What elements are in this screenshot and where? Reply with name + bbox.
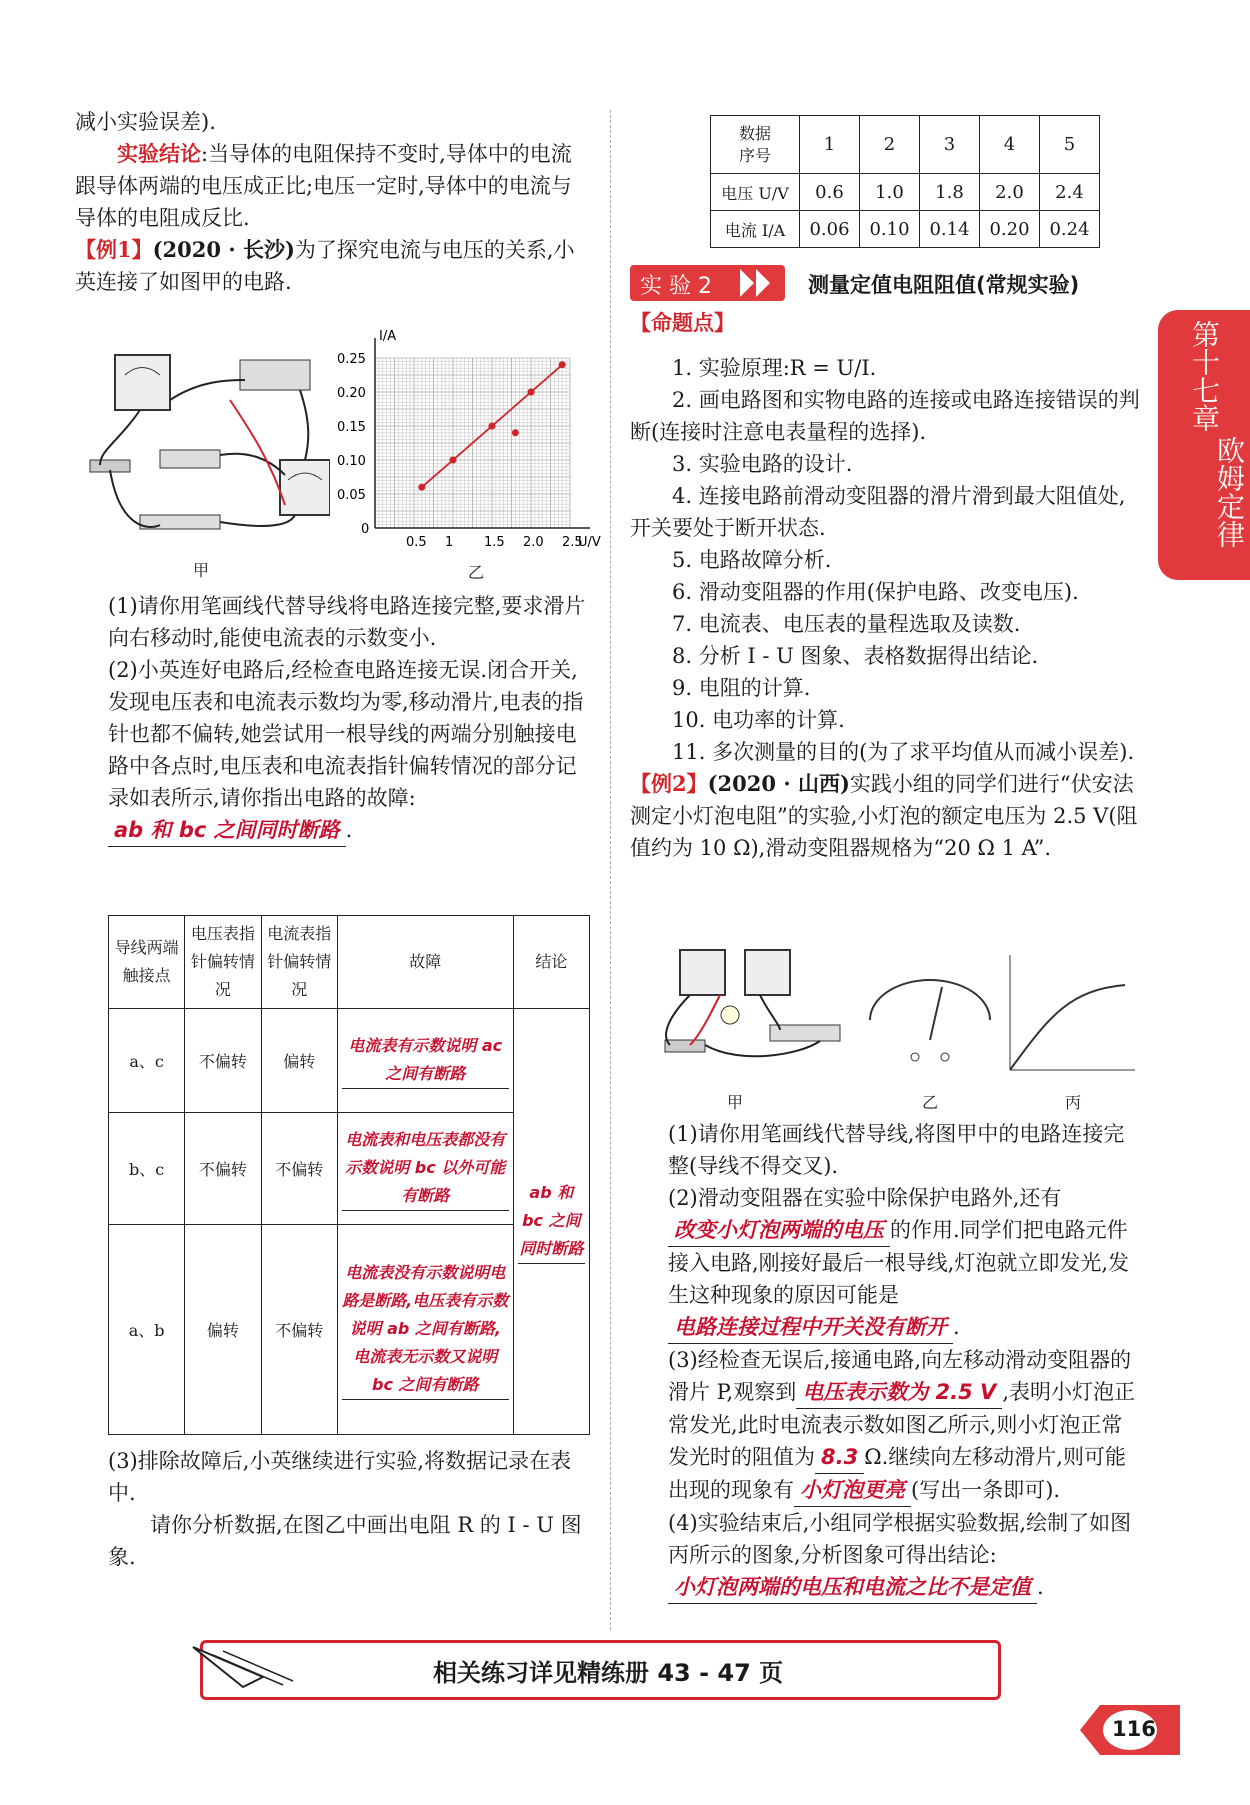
example2-label: 【例2】: [630, 771, 708, 796]
voltmeter-state: 不偏转: [185, 1009, 261, 1113]
x-tick-label: 2.0: [523, 535, 544, 550]
pencil-icon: [183, 1637, 333, 1697]
ex2-q3-unit: Ω.: [864, 1445, 889, 1469]
list-item: 7. 电流表、电压表的量程选取及读数.: [672, 612, 1021, 636]
y-tick-label: 0: [361, 522, 370, 537]
iu-chart-yi: [330, 328, 610, 550]
y-tick-label: 0.10: [337, 454, 366, 469]
y-tick-label: 0.20: [337, 386, 366, 401]
ammeter-state: 偏转: [261, 1009, 337, 1113]
ex2-q2-mid: 的作用.同学们把电路元件接入电路,刚接好最后一根导线,灯泡就立即发光,发生这种现象的原因可能是: [668, 1218, 1130, 1307]
ex2-q3-post: 继续向左移动滑片,则可能出现的现象有: [668, 1445, 1126, 1502]
figure-label-yi: 乙: [922, 1093, 939, 1112]
list-item: 4. 连接电路前滑动变阻器的滑片滑到最大阻值处,开关要处于断开状态.: [630, 484, 1126, 540]
ex2-q3-answer-1: 电压表示数为 2.5 V: [796, 1376, 1002, 1409]
question-2: (2)小英连好电路后,经检查电路连接无误.闭合开关,发现电压表和电流表示数均为零,移动滑片,电表的指针也都不偏转,她尝试用一根导线的两端分别触接电路中各点时,电压表和电流表指针偏转情况的部分记录如表所示,请你指出电路的故障:ab 和 bc 之间同时断路 .: [108, 654, 590, 847]
banner-label: 实 验 2: [640, 274, 712, 299]
example2-text: 实践小组的同学们进行“伏安法测定小灯泡电阻”的实验,小灯泡的额定电压为 2.5 V(阻值约为 10 Ω),滑动变阻器规格为“20 Ω 1 A”.: [630, 772, 1138, 860]
ex2-q3-mid: ,表明小灯泡正常发光,此时电流表示数如图乙所示,则小灯泡正常发光时的阻值为: [668, 1380, 1135, 1469]
voltage-cell: 1.8: [920, 174, 980, 211]
index-cell: 5: [1040, 116, 1100, 174]
y-tick-label: 0.15: [337, 420, 366, 435]
voltage-cell: 2.0: [980, 174, 1040, 211]
current-cell: 0.10: [860, 211, 920, 248]
fault-table-header: 导线两端触接点: [109, 916, 185, 1009]
figure-yi-label: 乙: [468, 563, 485, 582]
row-label: 电压 U/V: [711, 174, 800, 211]
index-cell: 3: [920, 116, 980, 174]
chapter-side-tab: [1158, 310, 1250, 580]
ex2-question-4: (4)实验结束后,小组同学根据实验数据,绘制了如图丙所示的图象,分析图象可得出结论:小灯泡两端的电压和电流之比不是定值 .: [668, 1507, 1142, 1604]
index-cell: 1: [800, 116, 860, 174]
ammeter-dial: [870, 980, 990, 1061]
example2-questions: [668, 1118, 1142, 1604]
experiment-title: 测量定值电阻阻值(常规实验): [808, 273, 1080, 297]
fault-table-header: 故障: [337, 916, 513, 1009]
example1-source: (2020 · 长沙): [152, 237, 295, 262]
voltage-cell: 1.0: [860, 174, 920, 211]
left-questions: [108, 590, 590, 847]
proposition-list: [630, 352, 1142, 864]
conclusion-paragraph: [75, 138, 585, 234]
ex2-q4-pre: (4)实验结束后,小组同学根据实验数据,绘制了如图丙所示的图象,分析图象可得出结论:: [668, 1511, 1132, 1567]
corner-bottom: 序号: [738, 145, 771, 165]
index-cell: 4: [980, 116, 1040, 174]
example2-source: (2020 · 山西): [707, 771, 850, 796]
touch-point: a、c: [109, 1009, 185, 1113]
question-2-text: (2)小英连好电路后,经检查电路连接无误.闭合开关,发现电压表和电流表示数均为零,移动滑片,电表的指针也都不偏转,她尝试用一根导线的两端分别触接电路中各点时,电压表和电流表指针偏转情况的部分记录如表所示,请你指出电路的故障:: [108, 658, 584, 810]
list-item: 8. 分析 I - U 图象、表格数据得出结论.: [672, 644, 1039, 668]
ammeter-state: 不偏转: [261, 1225, 337, 1435]
data-table: [710, 115, 1100, 248]
current-cell: 0.14: [920, 211, 980, 248]
fault-answer-text: 电流表没有示数说明电路是断路,电压表有示数说明 ab 之间有断路,电流表无示数又说明 bc 之间有断路: [342, 1259, 509, 1400]
fault-answer: [337, 1113, 513, 1225]
double-arrow-icon: [740, 269, 784, 297]
y-axis-label: I/A: [379, 329, 397, 344]
footer-text: 相关练习详见精练册 43 - 47 页: [433, 1659, 784, 1687]
data-table-corner: [711, 116, 800, 174]
fault-table: [108, 915, 590, 1435]
page-number-badge: [1080, 1700, 1180, 1760]
ex2-question-2: (2)滑动变阻器在实验中除保护电路外,还有改变小灯泡两端的电压 的作用.同学们把电路元件接入电路,刚接好最后一根导线,灯泡就立即发光,发生这种现象的原因可能是电路连接过程中开关没有断开 .: [668, 1182, 1142, 1344]
example1-text: 为了探究电流与电压的关系,小英连接了如图甲的电路.: [75, 238, 575, 294]
x-tick-label: 0.5: [406, 535, 427, 550]
question-3-text-a: (3)排除故障后,小英继续进行实验,将数据记录在表中.: [108, 1449, 572, 1505]
current-cell: 0.24: [1040, 211, 1100, 248]
current-cell: 0.06: [800, 211, 860, 248]
ex2-q2-answer-2: 电路连接过程中开关没有断开: [668, 1311, 953, 1344]
ex2-question-1: (1)请你用笔画线代替导线,将图甲中的电路连接完整(导线不得交叉).: [668, 1122, 1125, 1178]
touch-point: a、b: [109, 1225, 185, 1435]
fault-answer: [337, 1009, 513, 1113]
circuit-figure: [665, 950, 840, 1056]
table-row: [109, 1009, 590, 1113]
fault-answer-text: 电流表有示数说明 ac 之间有断路: [342, 1032, 509, 1089]
conclusion-text: :当导体的电阻保持不变时,导体中的电流跟导体两端的电压成正比;电压一定时,导体中的电流与导体的电阻成反比.: [75, 142, 572, 230]
corner-top: 数据: [738, 123, 771, 143]
index-cell: 2: [860, 116, 920, 174]
conclusion-answer: [513, 1009, 589, 1435]
figure-label-jia: 甲: [727, 1093, 744, 1112]
ex2-q2-answer-1: 改变小灯泡两端的电压: [668, 1214, 890, 1247]
fault-table-header: 结论: [513, 916, 589, 1009]
ex2-q3-tail: (写出一条即可).: [911, 1478, 1061, 1502]
fault-answer: [337, 1225, 513, 1435]
y-tick-label: 0.25: [337, 352, 366, 367]
ex2-q4-answer: 小灯泡两端的电压和电流之比不是定值: [668, 1571, 1037, 1604]
x-axis-label: U/V: [578, 535, 601, 550]
voltmeter-state: 不偏转: [185, 1113, 261, 1225]
fault-answer-text: 电流表和电压表都没有示数说明 bc 以外可能有断路: [342, 1126, 509, 1211]
data-point: [418, 484, 425, 491]
list-item: 3. 实验电路的设计.: [672, 452, 853, 476]
fault-table-header: 电流表指针偏转情况: [261, 916, 337, 1009]
list-item: 9. 电阻的计算.: [672, 676, 811, 700]
chapter-text: 第十七章: [1188, 320, 1221, 432]
fault-table-header: 电压表指针偏转情况: [185, 916, 261, 1009]
intro-line: 减小实验误差).: [75, 110, 216, 134]
ammeter-state: 不偏转: [261, 1113, 337, 1225]
data-point: [512, 429, 519, 436]
list-item: 1. 实验原理:R = U/I.: [672, 356, 877, 380]
question-3-text-b: 请你分析数据,在图乙中画出电阻 R 的 I - U 图象.: [108, 1513, 582, 1569]
chapter-title-text: 欧姆定律: [1213, 436, 1246, 548]
figure-label-bing: 丙: [1065, 1093, 1082, 1112]
voltmeter-state: 偏转: [185, 1225, 261, 1435]
example1-label: 【例1】: [75, 237, 153, 262]
ex2-q2-pre: (2)滑动变阻器在实验中除保护电路外,还有: [668, 1186, 1062, 1210]
current-cell: 0.20: [980, 211, 1040, 248]
x-tick-label: 2.5: [562, 535, 583, 550]
ex2-question-3: [668, 1344, 1142, 1507]
footer-banner: [200, 1640, 1001, 1700]
iu-chart-bing: [1010, 955, 1135, 1070]
list-item: 2. 画电路图和实物电路的连接或电路连接错误的判断(连接时注意电表量程的选择).: [630, 388, 1140, 444]
row-label: 电流 I/A: [711, 211, 800, 248]
data-point: [559, 361, 566, 368]
conclusion-label: 实验结论: [117, 141, 201, 166]
question-2-answer: ab 和 bc 之间同时断路: [108, 814, 346, 847]
voltage-cell: 2.4: [1040, 174, 1100, 211]
column-divider: [610, 110, 612, 1630]
question-1: (1)请你用笔画线代替导线将电路连接完整,要求滑片向右移动时,能使电流表的示数变小.: [108, 594, 586, 650]
chapter-label: [1158, 310, 1250, 432]
example2-figures: [650, 945, 1170, 1085]
question-3: [108, 1445, 590, 1573]
circuit-figure-jia: [80, 340, 330, 540]
conclusion-answer-text: ab 和 bc 之间同时断路: [518, 1179, 585, 1264]
list-item: 6. 滑动变阻器的作用(保护电路、改变电压).: [672, 580, 1079, 604]
list-item: 5. 电路故障分析.: [672, 548, 832, 572]
x-tick-label: 1: [445, 535, 454, 550]
page-number: 116: [1112, 1717, 1156, 1741]
left-intro: [75, 106, 585, 298]
y-tick-label: 0.05: [337, 488, 366, 503]
x-tick-label: 1.5: [484, 535, 505, 550]
data-point: [450, 457, 457, 464]
touch-point: b、c: [109, 1113, 185, 1225]
example2-heading: [630, 768, 1142, 864]
figure-jia-label: 甲: [193, 561, 210, 580]
experiment-banner: [630, 265, 785, 301]
list-item: 10. 电功率的计算.: [672, 708, 845, 732]
proposition-heading: 【命题点】: [630, 311, 735, 335]
ex2-q3-answer-3: 小灯泡更亮: [794, 1474, 911, 1507]
data-point: [489, 423, 496, 430]
data-point: [528, 389, 535, 396]
voltage-cell: 0.6: [800, 174, 860, 211]
example1-heading: [75, 234, 585, 298]
list-item: 11. 多次测量的目的(为了求平均值从而减小误差).: [672, 740, 1135, 764]
chapter-title: [1212, 436, 1246, 548]
ex2-q3-answer-2: 8.3: [815, 1441, 864, 1474]
ex2-q3-pre: (3)经检查无误后,接通电路,向左移动滑动变阻器的滑片 P,观察到: [668, 1348, 1132, 1404]
